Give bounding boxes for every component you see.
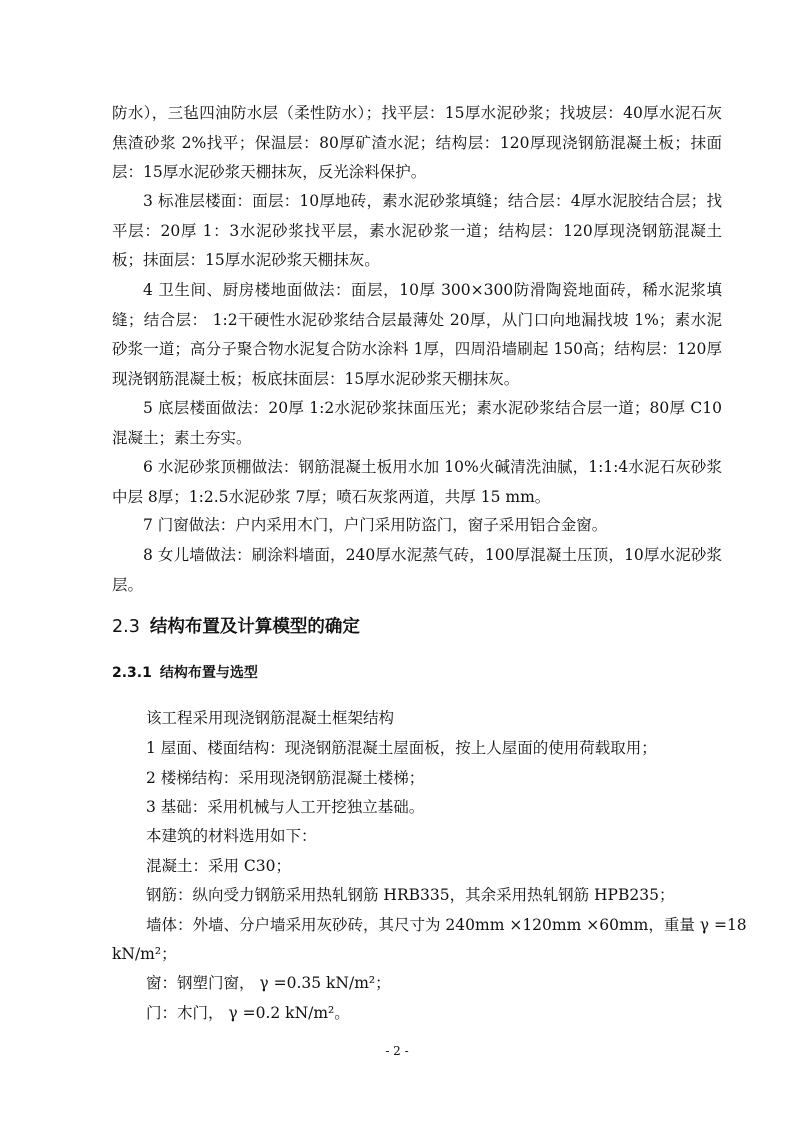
paragraph-ceiling: 6 水泥砂浆顶棚做法：钢筋混凝土板用水加 10%火碱清洗油腻，1:1:4水泥石灰砂浆中层 8厚；1:2.5水泥砂浆 7厚；喷石灰浆两道，共厚 15 mm。: [112, 458, 722, 506]
line-materials-intro: 本建筑的材料选用如下：: [146, 827, 317, 845]
line-frame-structure: 该工程采用现浇钢筋混凝土框架结构: [146, 709, 395, 727]
subsection-number: 2.3.1: [112, 665, 152, 681]
line-foundation: 3 基础：采用机械与人工开挖独立基础。: [146, 798, 425, 816]
paragraph-parapet: 8 女儿墙做法：刷涂料墙面，240厚水泥蒸气砖，100厚混凝土压顶，10厚水泥砂浆层。: [112, 546, 722, 594]
page-number: - 2 -: [385, 1044, 409, 1058]
paragraph-ground-floor: 5 底层楼面做法：20厚 1:2水泥砂浆抹面压光；素水泥砂浆结合层一道；80厚 C10混凝土；素土夯实。: [112, 399, 722, 447]
paragraph-bathroom-floor: 4 卫生间、厨房楼地面做法：面层，10厚 300×300防滑陶瓷地面砖，稀水泥浆填缝；结合层： 1:2干硬性水泥砂浆结合层最薄处 20厚，从门口向地漏找坡 1%；素水泥砂浆一道；高分子聚合物水泥复合防水涂料 1厚，四周沿墙刷起 150高；结构层：120厚现浇钢筋混凝土板；板底抹面层：15厚水泥砂浆天棚抹灰。: [112, 281, 722, 388]
line-stair-structure: 2 楼梯结构：采用现浇钢筋混凝土楼梯；: [146, 769, 425, 787]
paragraph-doors-windows: 7 门窗做法：户内采用木门，户门采用防盗门，窗子采用铝合金窗。: [143, 516, 608, 534]
line-wall: 墙体：外墙、分户墙采用灰砂砖，其尺寸为 240mm ×120mm ×60mm，重量 γ =18: [146, 916, 747, 934]
section-title: 结构布置及计算模型的确定: [149, 617, 360, 637]
line-roof-structure: 1 屋面、楼面结构：现浇钢筋混凝土屋面板，按上人屋面的使用荷载取用；: [146, 739, 657, 757]
section-heading: [112, 613, 360, 638]
line-door: 门：木门， γ =0.2 kN/m²。: [146, 1004, 350, 1022]
subsection-title: 结构布置与选型: [159, 665, 258, 681]
paragraph-roof-layers: 防水），三毡四油防水层（柔性防水）；找平层：15厚水泥砂浆；找坡层：40厚水泥石灰焦渣砂浆 2%找平；保温层：80厚矿渣水泥；结构层：120厚现浇钢筋混凝土板；抹面层：15厚水泥砂浆天棚抹灰，反光涂料保护。: [112, 104, 722, 181]
line-window: 窗：钢塑门窗， γ =0.35 kN/m²；: [146, 974, 391, 992]
line-concrete: 混凝土：采用 C30；: [146, 857, 292, 875]
subsection-heading: [112, 662, 258, 682]
paragraph-standard-floor: 3 标准层楼面：面层：10厚地砖，素水泥砂浆填缝；结合层：4厚水泥胶结合层；找平层：20厚 1：3水泥砂浆找平层，素水泥砂浆一道；结构层：120厚现浇钢筋混凝土板；抹面层：15厚水泥砂浆天棚抹灰。: [112, 192, 722, 269]
line-wall-unit: kN/m²；: [112, 945, 177, 963]
section-number: 2.3: [112, 617, 140, 637]
line-rebar: 钢筋：纵向受力钢筋采用热轧钢筋 HRB335，其余采用热轧钢筋 HPB235；: [146, 886, 675, 904]
